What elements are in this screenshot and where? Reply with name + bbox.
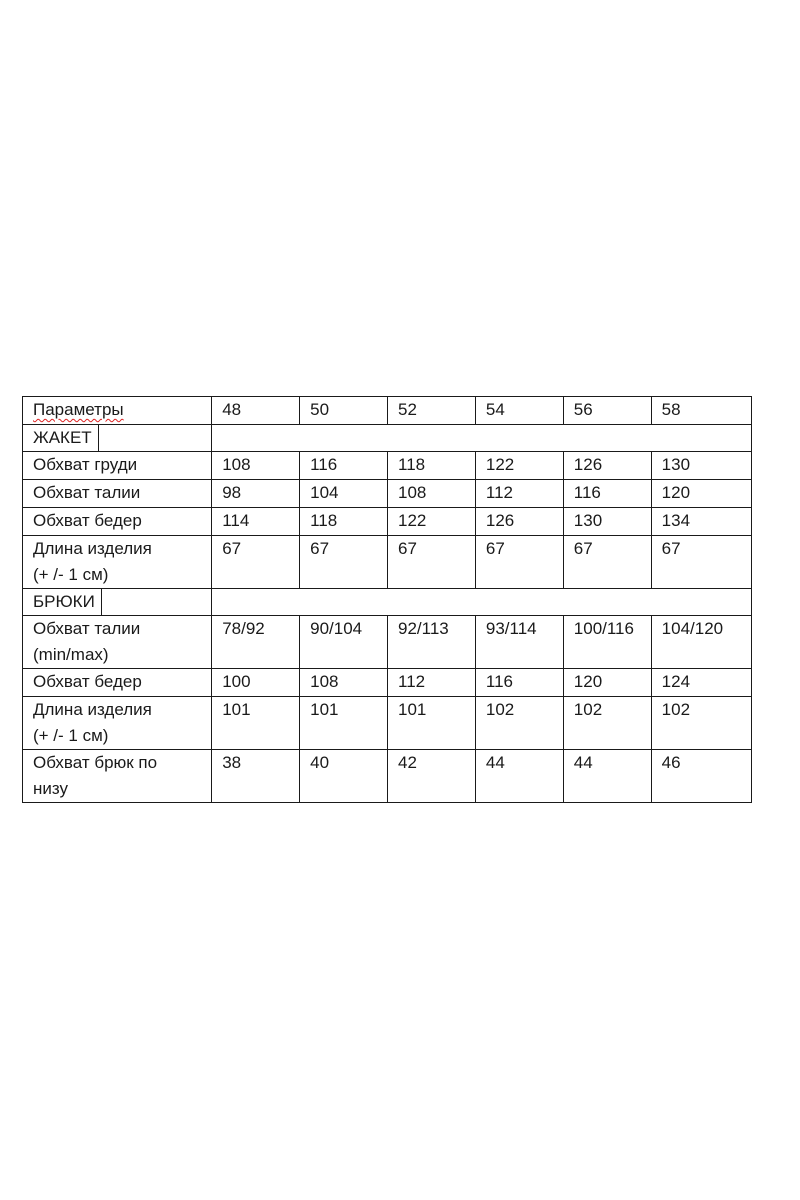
- table-row: [23, 536, 752, 589]
- value-cell: 124: [651, 669, 751, 697]
- value-cell: 122: [388, 508, 476, 536]
- value-cell: 44: [563, 750, 651, 803]
- value-cell: 112: [388, 669, 476, 697]
- row-label-cell: Обхват талии: [23, 480, 212, 508]
- size-chart-body: [23, 397, 752, 803]
- value-cell: 93/114: [475, 616, 563, 669]
- section-title: ЖАКЕТ: [33, 425, 99, 451]
- value-cell: 104/120: [651, 616, 751, 669]
- header-row: [23, 397, 752, 425]
- row-label-cell: Длина изделия (+ /- 1 см): [23, 536, 212, 589]
- value-cell: 100: [212, 669, 300, 697]
- value-cell: 108: [300, 669, 388, 697]
- value-cell: 92/113: [388, 616, 476, 669]
- value-cell: 122: [475, 452, 563, 480]
- value-cell: 116: [563, 480, 651, 508]
- value-cell: 120: [563, 669, 651, 697]
- value-cell: 102: [651, 697, 751, 750]
- value-cell: 130: [563, 508, 651, 536]
- table-row: [23, 508, 752, 536]
- value-cell: 114: [212, 508, 300, 536]
- table-row: [23, 480, 752, 508]
- value-cell: 116: [300, 452, 388, 480]
- value-cell: 102: [563, 697, 651, 750]
- section-empty-cell: [212, 589, 752, 616]
- value-cell: 67: [563, 536, 651, 589]
- value-cell: 40: [300, 750, 388, 803]
- table-row: [23, 616, 752, 669]
- table-row: [23, 669, 752, 697]
- row-label-cell: Обхват брюк по низу: [23, 750, 212, 803]
- value-cell: 78/92: [212, 616, 300, 669]
- table-row: [23, 452, 752, 480]
- value-cell: 102: [475, 697, 563, 750]
- size-cell: 54: [475, 397, 563, 425]
- value-cell: 46: [651, 750, 751, 803]
- value-cell: 101: [388, 697, 476, 750]
- value-cell: 104: [300, 480, 388, 508]
- value-cell: 101: [212, 697, 300, 750]
- section-title-cell: [23, 589, 212, 616]
- section-title-cell: [23, 425, 212, 452]
- value-cell: 98: [212, 480, 300, 508]
- value-cell: 126: [475, 508, 563, 536]
- row-label-cell: Обхват груди: [23, 452, 212, 480]
- value-cell: 67: [651, 536, 751, 589]
- value-cell: 112: [475, 480, 563, 508]
- header-label-cell: [23, 397, 212, 425]
- value-cell: 116: [475, 669, 563, 697]
- table-row: [23, 697, 752, 750]
- section-empty-cell: [212, 425, 752, 452]
- value-cell: 130: [651, 452, 751, 480]
- value-cell: 67: [388, 536, 476, 589]
- size-cell: 52: [388, 397, 476, 425]
- value-cell: 42: [388, 750, 476, 803]
- value-cell: 134: [651, 508, 751, 536]
- value-cell: 118: [388, 452, 476, 480]
- value-cell: 90/104: [300, 616, 388, 669]
- value-cell: 67: [212, 536, 300, 589]
- size-cell: 58: [651, 397, 751, 425]
- row-label-cell: Длина изделия (+ /- 1 см): [23, 697, 212, 750]
- value-cell: 38: [212, 750, 300, 803]
- header-label: Параметры: [33, 400, 124, 419]
- row-label-cell: Обхват бедер: [23, 669, 212, 697]
- table-row: [23, 750, 752, 803]
- size-cell: 48: [212, 397, 300, 425]
- value-cell: 108: [212, 452, 300, 480]
- value-cell: 101: [300, 697, 388, 750]
- value-cell: 44: [475, 750, 563, 803]
- value-cell: 108: [388, 480, 476, 508]
- value-cell: 67: [300, 536, 388, 589]
- value-cell: 118: [300, 508, 388, 536]
- size-chart-table: [22, 396, 752, 803]
- value-cell: 67: [475, 536, 563, 589]
- row-label-cell: Обхват талии (min/max): [23, 616, 212, 669]
- row-label-cell: Обхват бедер: [23, 508, 212, 536]
- value-cell: 126: [563, 452, 651, 480]
- value-cell: 100/116: [563, 616, 651, 669]
- section-title: БРЮКИ: [33, 589, 102, 615]
- size-cell: 56: [563, 397, 651, 425]
- section-row: [23, 425, 752, 452]
- value-cell: 120: [651, 480, 751, 508]
- size-cell: 50: [300, 397, 388, 425]
- section-row: [23, 589, 752, 616]
